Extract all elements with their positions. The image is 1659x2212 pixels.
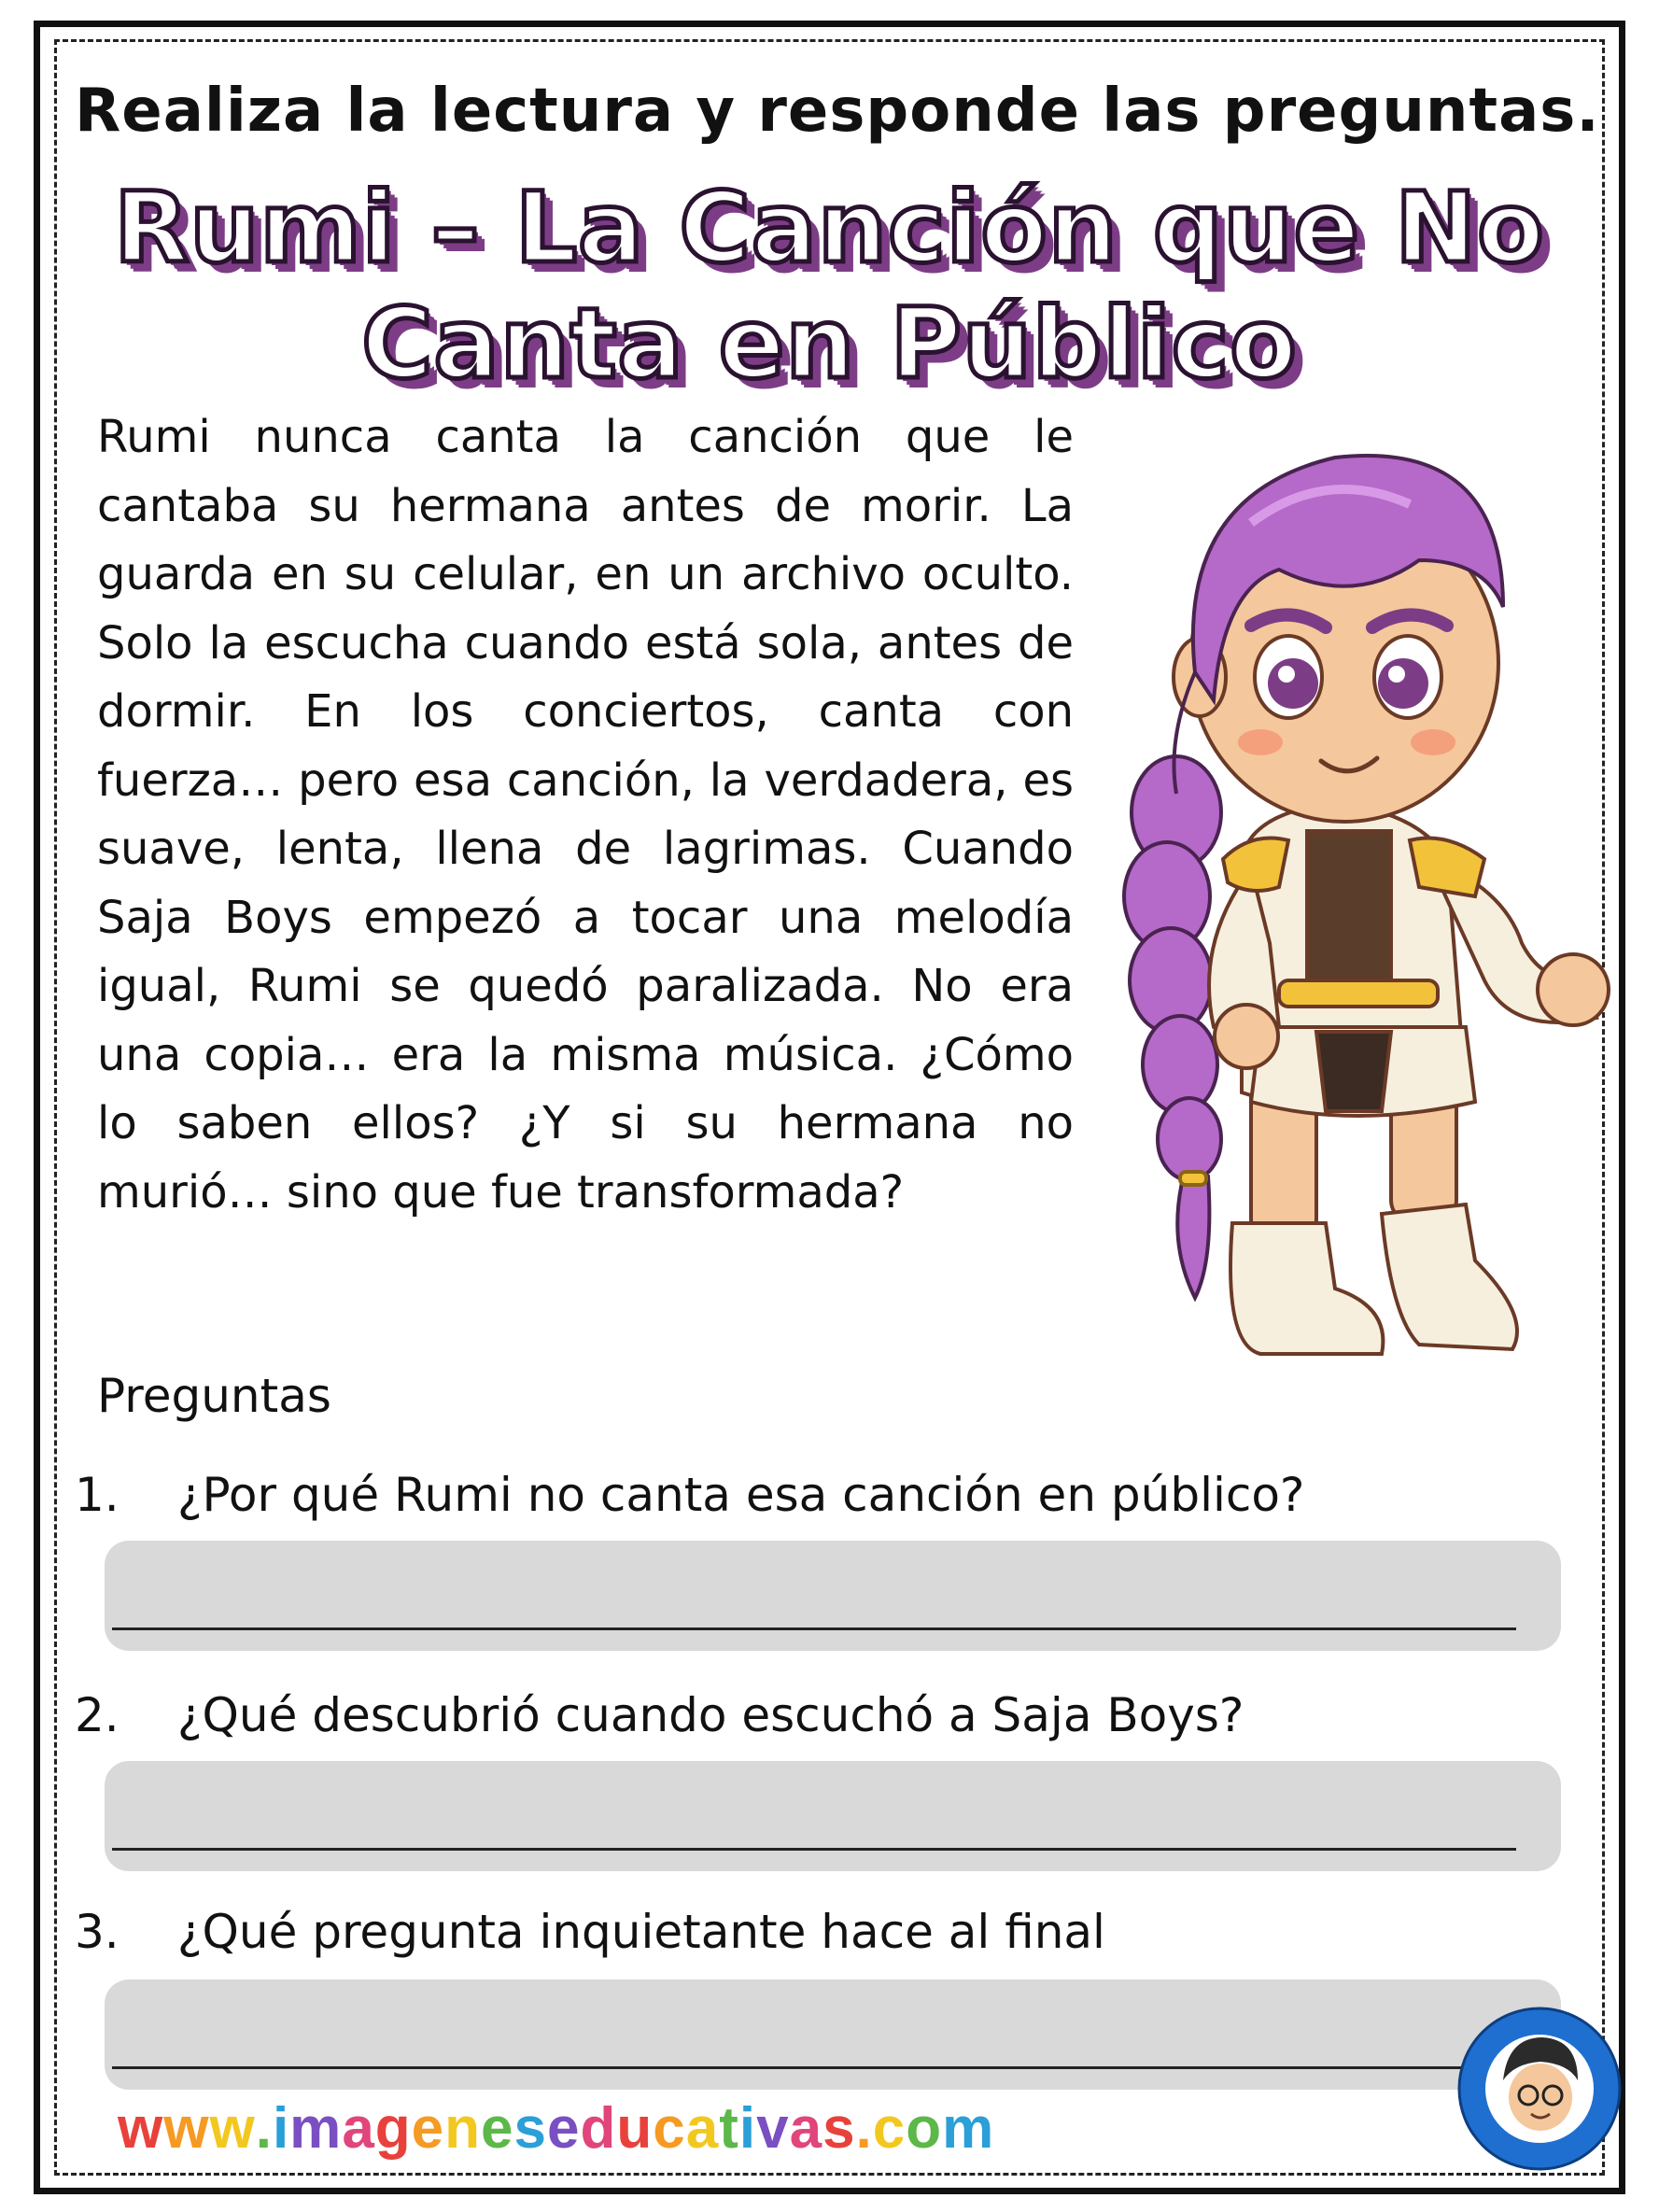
- question-number: 2.: [75, 1688, 120, 1742]
- website-link[interactable]: [118, 2095, 994, 2162]
- website-letter: w: [118, 2096, 164, 2161]
- website-letter: e: [481, 2096, 514, 2161]
- girl-illustration: [1111, 420, 1624, 1391]
- answer-field-3[interactable]: [105, 1980, 1561, 2090]
- instruction-heading: Realiza la lectura y responde las preguntas.: [75, 77, 1600, 146]
- question-number: 3.: [75, 1905, 120, 1959]
- answer-line: [112, 2066, 1516, 2069]
- braid-shape: [1124, 756, 1221, 1298]
- questions-heading: Preguntas: [97, 1369, 331, 1423]
- question-text: ¿Por qué Rumi no canta esa canción en público?: [177, 1468, 1305, 1522]
- website-letter: s: [513, 2096, 547, 2161]
- website-letter: m: [942, 2096, 995, 2161]
- website-letter: n: [444, 2096, 482, 2161]
- website-letter: .: [855, 2096, 873, 2161]
- website-letter: m: [289, 2096, 343, 2161]
- reading-title-line2: Canta en Público: [361, 287, 1298, 401]
- website-letter: c: [872, 2096, 907, 2161]
- answer-field-2[interactable]: [105, 1761, 1561, 1871]
- answer-field-1[interactable]: [105, 1541, 1561, 1651]
- website-letter: e: [547, 2096, 581, 2161]
- website-letter: a: [789, 2096, 823, 2161]
- website-letter: u: [616, 2096, 654, 2161]
- website-letter: v: [756, 2096, 790, 2161]
- jacket-shape: [1209, 803, 1609, 1116]
- website-letter: d: [580, 2096, 617, 2161]
- website-letter: a: [342, 2096, 375, 2161]
- website-letter: c: [653, 2096, 686, 2161]
- question-text: ¿Qué descubrió cuando escuchó a Saja Boys?: [177, 1688, 1244, 1742]
- question-number: 1.: [75, 1468, 120, 1522]
- website-letter: i: [272, 2096, 290, 2161]
- website-letter: e: [411, 2096, 445, 2161]
- site-logo: [1456, 2006, 1623, 2172]
- reading-passage: Rumi nunca canta la canción que le cantaba su hermana antes de morir. La guarda en su celular, en un archivo oculto. Solo la escucha cuando está sola, antes de dormir. En los conciertos, canta con fuerza… pero esa canción, la verdadera, es suave, lenta, llena de lagrimas. Cuando Saja Boys empezó a tocar una melodía igual, Rumi se quedó paralizada. No era una copia… era la misma música. ¿Cómo lo saben ellos? ¿Y si su hermana no murió… sino que fue transformada?: [97, 411, 1074, 1219]
- website-letter: w: [163, 2096, 210, 2161]
- website-letter: g: [374, 2096, 412, 2161]
- website-letter: a: [685, 2096, 720, 2161]
- website-letter: t: [719, 2096, 739, 2161]
- answer-line: [112, 1627, 1516, 1630]
- website-letter: .: [255, 2096, 273, 2161]
- reading-title: [93, 170, 1566, 402]
- website-letter: w: [209, 2096, 256, 2161]
- answer-line: [112, 1848, 1516, 1851]
- website-letter: o: [906, 2096, 943, 2161]
- question-text: ¿Qué pregunta inquietante hace al final: [177, 1905, 1105, 1959]
- website-letter: i: [738, 2096, 757, 2161]
- reading-title-line1: Rumi – La Canción que No: [114, 171, 1545, 285]
- website-letter: s: [822, 2096, 856, 2161]
